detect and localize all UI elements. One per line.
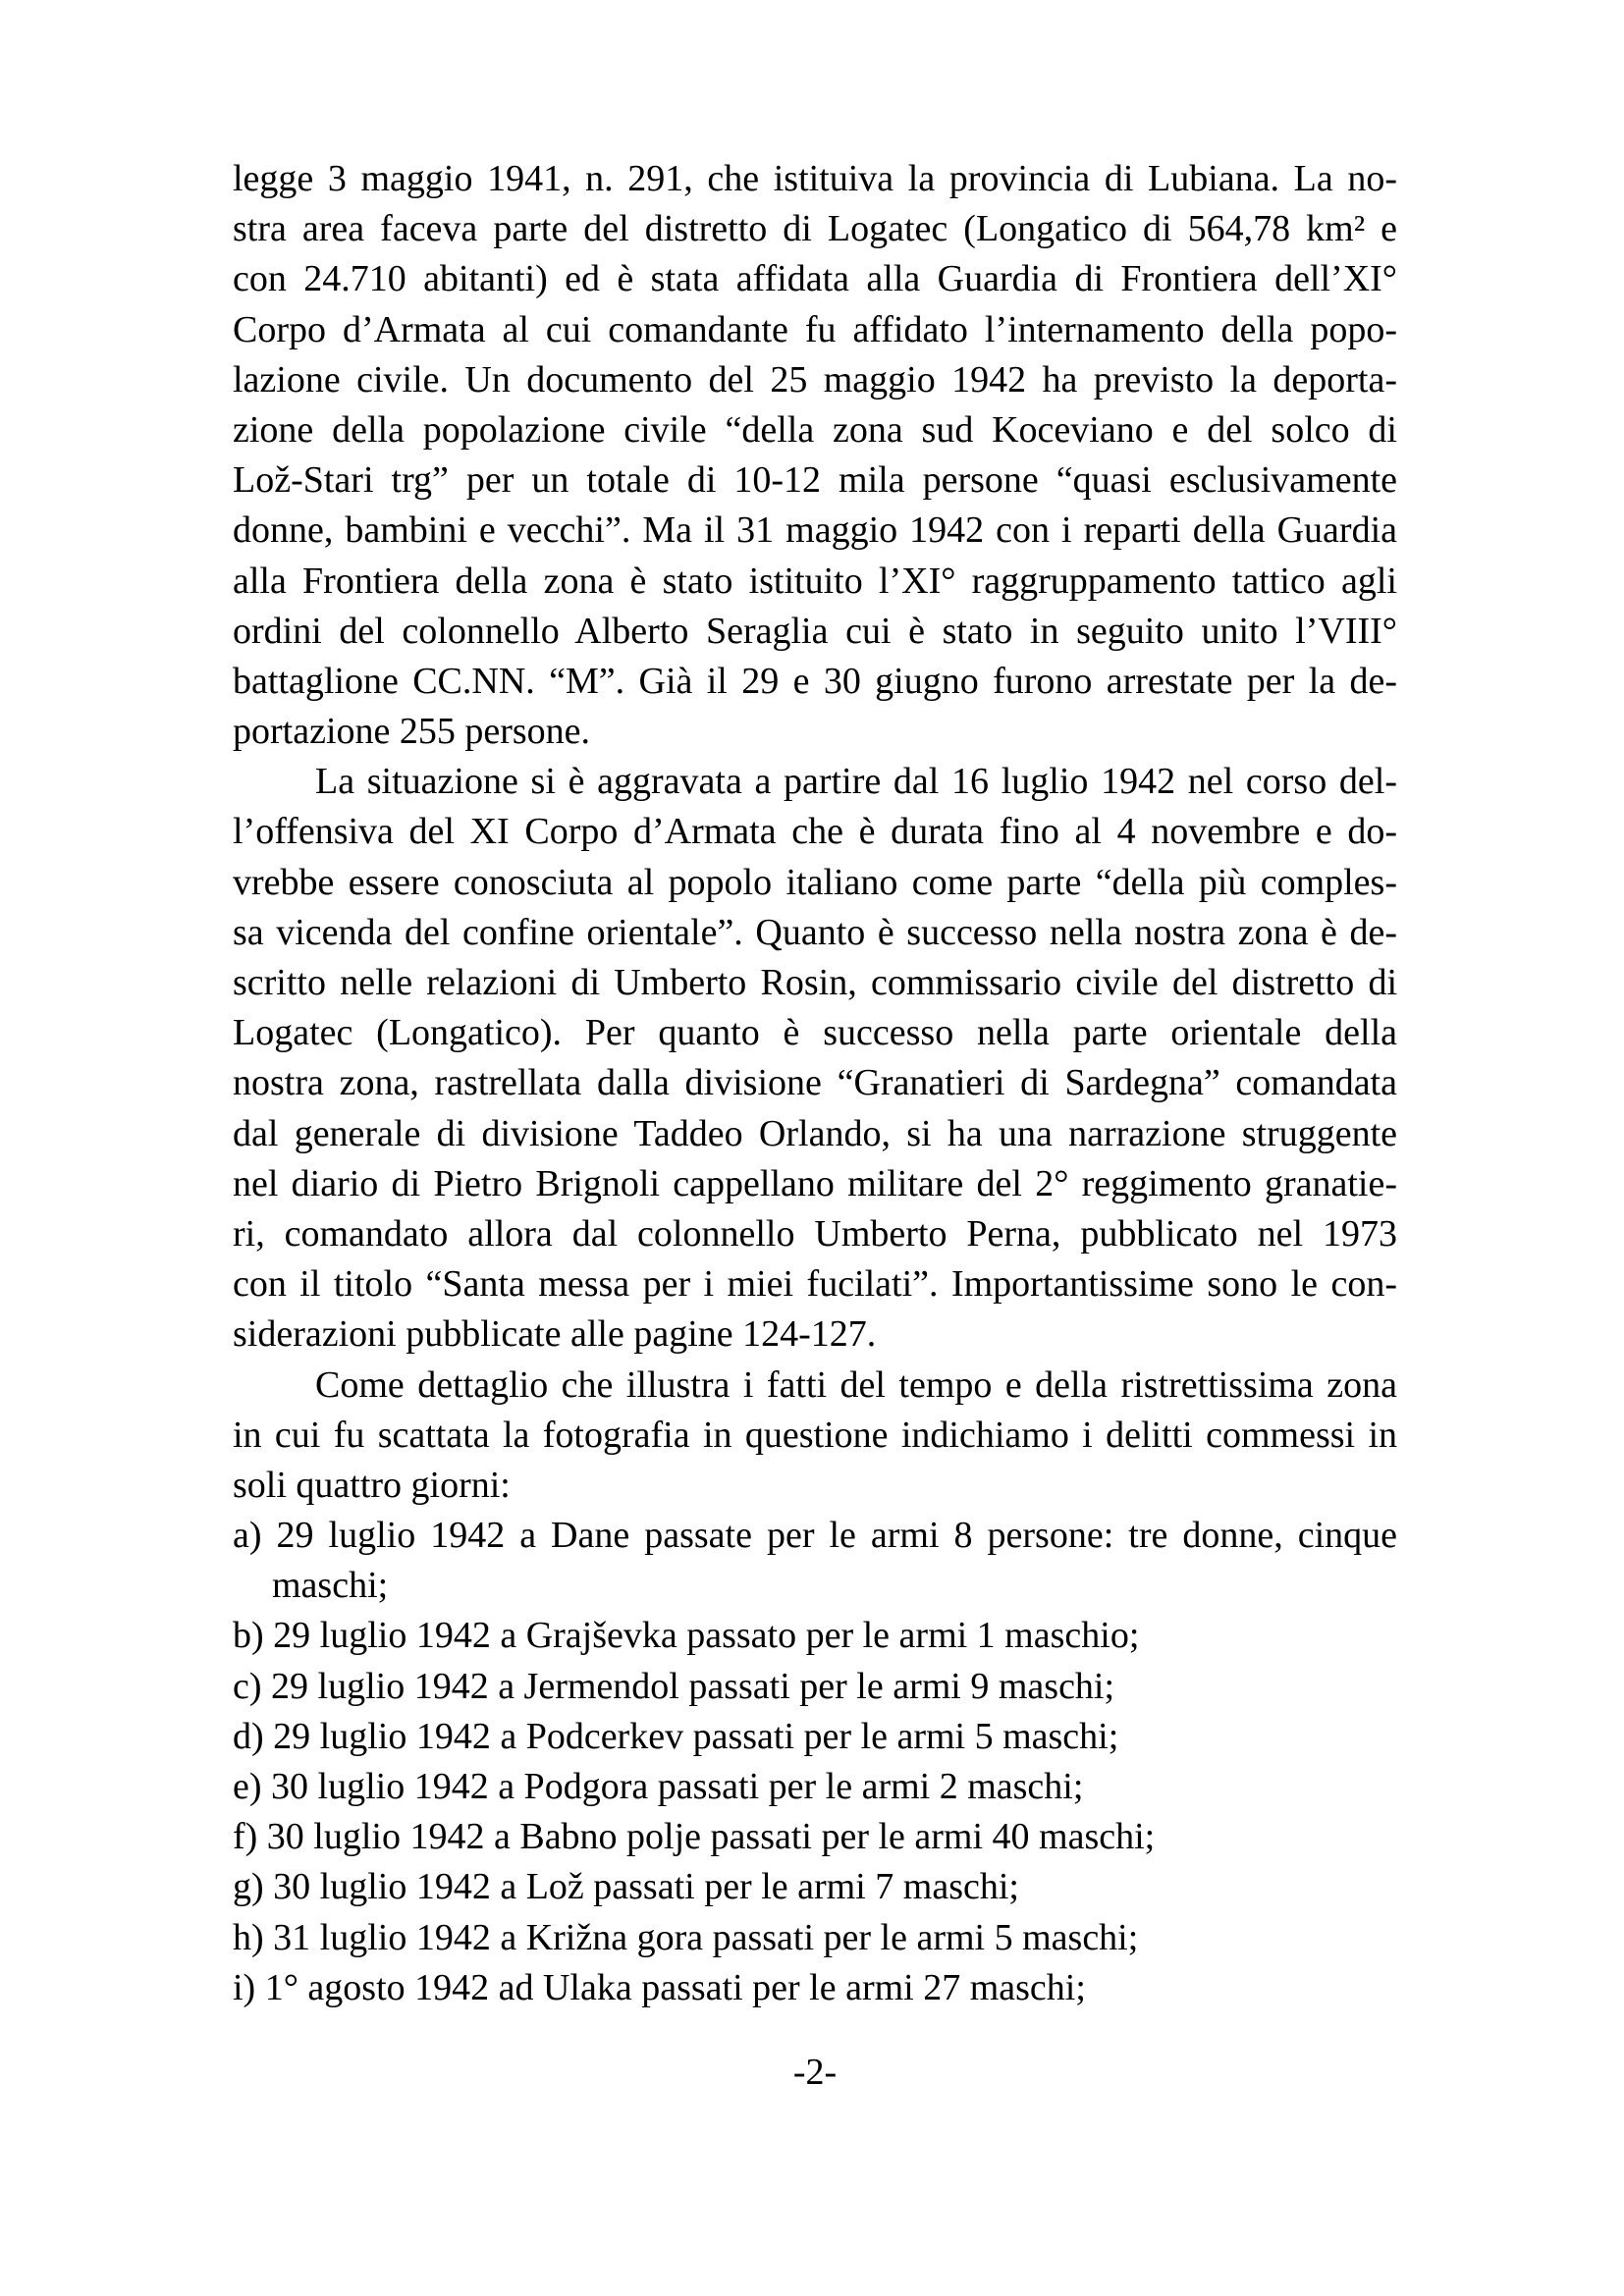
text-line: siderazioni pubblicate alle pagine 124-127. xyxy=(233,1313,877,1356)
text-line: con il titolo “Santa messa per i miei fucilati”. Importantissime sono le con- xyxy=(233,1263,1397,1306)
text-line: legge 3 maggio 1941, n. 291, che istituiva la provincia di Lubiana. La no- xyxy=(233,158,1397,199)
text-line: portazione 255 persone. xyxy=(233,711,591,753)
list-item-line: b) 29 luglio 1942 a Grajševka passato per le armi 1 maschio; xyxy=(233,1615,1140,1657)
text-line: alla Frontiera della zona è stato istituito l’XI° raggruppamento tattico agli xyxy=(233,560,1397,602)
list-item-line: a) 29 luglio 1942 a Dane passate per le armi 8 persone: tre donne, cinque xyxy=(233,1515,1397,1557)
list-item-line: i) 1° agosto 1942 ad Ulaka passati per le armi 27 maschi; xyxy=(233,1966,1086,2008)
text-line: stra area faceva parte del distretto di Logatec (Longatico di 564,78 km² e xyxy=(233,208,1397,250)
page-number: -2- xyxy=(792,2052,838,2093)
text-line: sa vicenda del confine orientale”. Quanto è successo nella nostra zona è de- xyxy=(233,911,1397,953)
list-item-line: h) 31 luglio 1942 a Križna gora passati per le armi 5 maschi; xyxy=(233,1916,1139,1958)
paragraph-first-line: La situazione si è aggravata a partire dal 16 luglio 1942 nel corso del- xyxy=(315,761,1397,803)
list-item-line: e) 30 luglio 1942 a Podgora passati per le armi 2 maschi; xyxy=(233,1766,1084,1807)
text-line: scritto nelle relazioni di Umberto Rosin, commissario civile del distretto di xyxy=(233,962,1397,1003)
text-line: in cui fu scattata la fotografia in questione indichiamo i delitti commessi in xyxy=(233,1414,1397,1456)
text-line: ri, comandato allora dal colonnello Umberto Perna, pubblicato nel 1973 xyxy=(233,1212,1397,1255)
text-line: l’offensiva del XI Corpo d’Armata che è durata fino al 4 novembre e do- xyxy=(233,811,1397,853)
list-item-line: g) 30 luglio 1942 a Lož passati per le armi 7 maschi; xyxy=(233,1866,1019,1908)
text-line: battaglione CC.NN. “M”. Già il 29 e 30 giugno furono arrestate per la de- xyxy=(233,660,1397,702)
text-line: vrebbe essere conosciuta al popolo italiano come parte “della più comples- xyxy=(233,861,1397,903)
text-line: Corpo d’Armata al cui comandante fu affidato l’internamento della popo- xyxy=(233,308,1397,350)
text-line: donne, bambini e vecchi”. Ma il 31 maggio 1942 con i reparti della Guardia xyxy=(233,509,1397,552)
text-line: lazione civile. Un documento del 25 maggio 1942 ha previsto la deporta- xyxy=(233,358,1397,400)
text-line: nostra zona, rastrellata dalla divisione “Granatieri di Sardegna” comandata xyxy=(233,1062,1397,1104)
paragraph-first-line: Come dettaglio che illustra i fatti del tempo e della ristrettissima zona xyxy=(315,1363,1397,1406)
text-line: Logatec (Longatico). Per quanto è successo nella parte orientale della xyxy=(233,1012,1397,1054)
list-item-line: d) 29 luglio 1942 a Podcerkev passati per le armi 5 maschi; xyxy=(233,1715,1119,1757)
text-line: ordini del colonnello Alberto Seraglia cui è stato in seguito unito l’VIII° xyxy=(233,610,1397,652)
text-line: con 24.710 abitanti) ed è stata affidata alla Guardia di Frontiera dell’XI° xyxy=(233,258,1397,300)
list-item-continuation: maschi; xyxy=(272,1565,389,1607)
text-line: soli quattro giorni: xyxy=(233,1464,511,1506)
text-line: dal generale di divisione Taddeo Orlando, si ha una narrazione struggente xyxy=(233,1112,1397,1154)
text-line: nel diario di Pietro Brignoli cappellano militare del 2° reggimento granatie- xyxy=(233,1162,1397,1204)
list-item-line: f) 30 luglio 1942 a Babno polje passati per le armi 40 maschi; xyxy=(233,1816,1156,1858)
list-item-line: c) 29 luglio 1942 a Jermendol passati per le armi 9 maschi; xyxy=(233,1665,1115,1707)
body-text xyxy=(233,154,1397,2013)
text-line: Lož-Stari trg” per un totale di 10-12 mila persone “quasi esclusivamente xyxy=(233,459,1397,502)
text-line: zione della popolazione civile “della zona sud Koceviano e del solco di xyxy=(233,408,1397,451)
